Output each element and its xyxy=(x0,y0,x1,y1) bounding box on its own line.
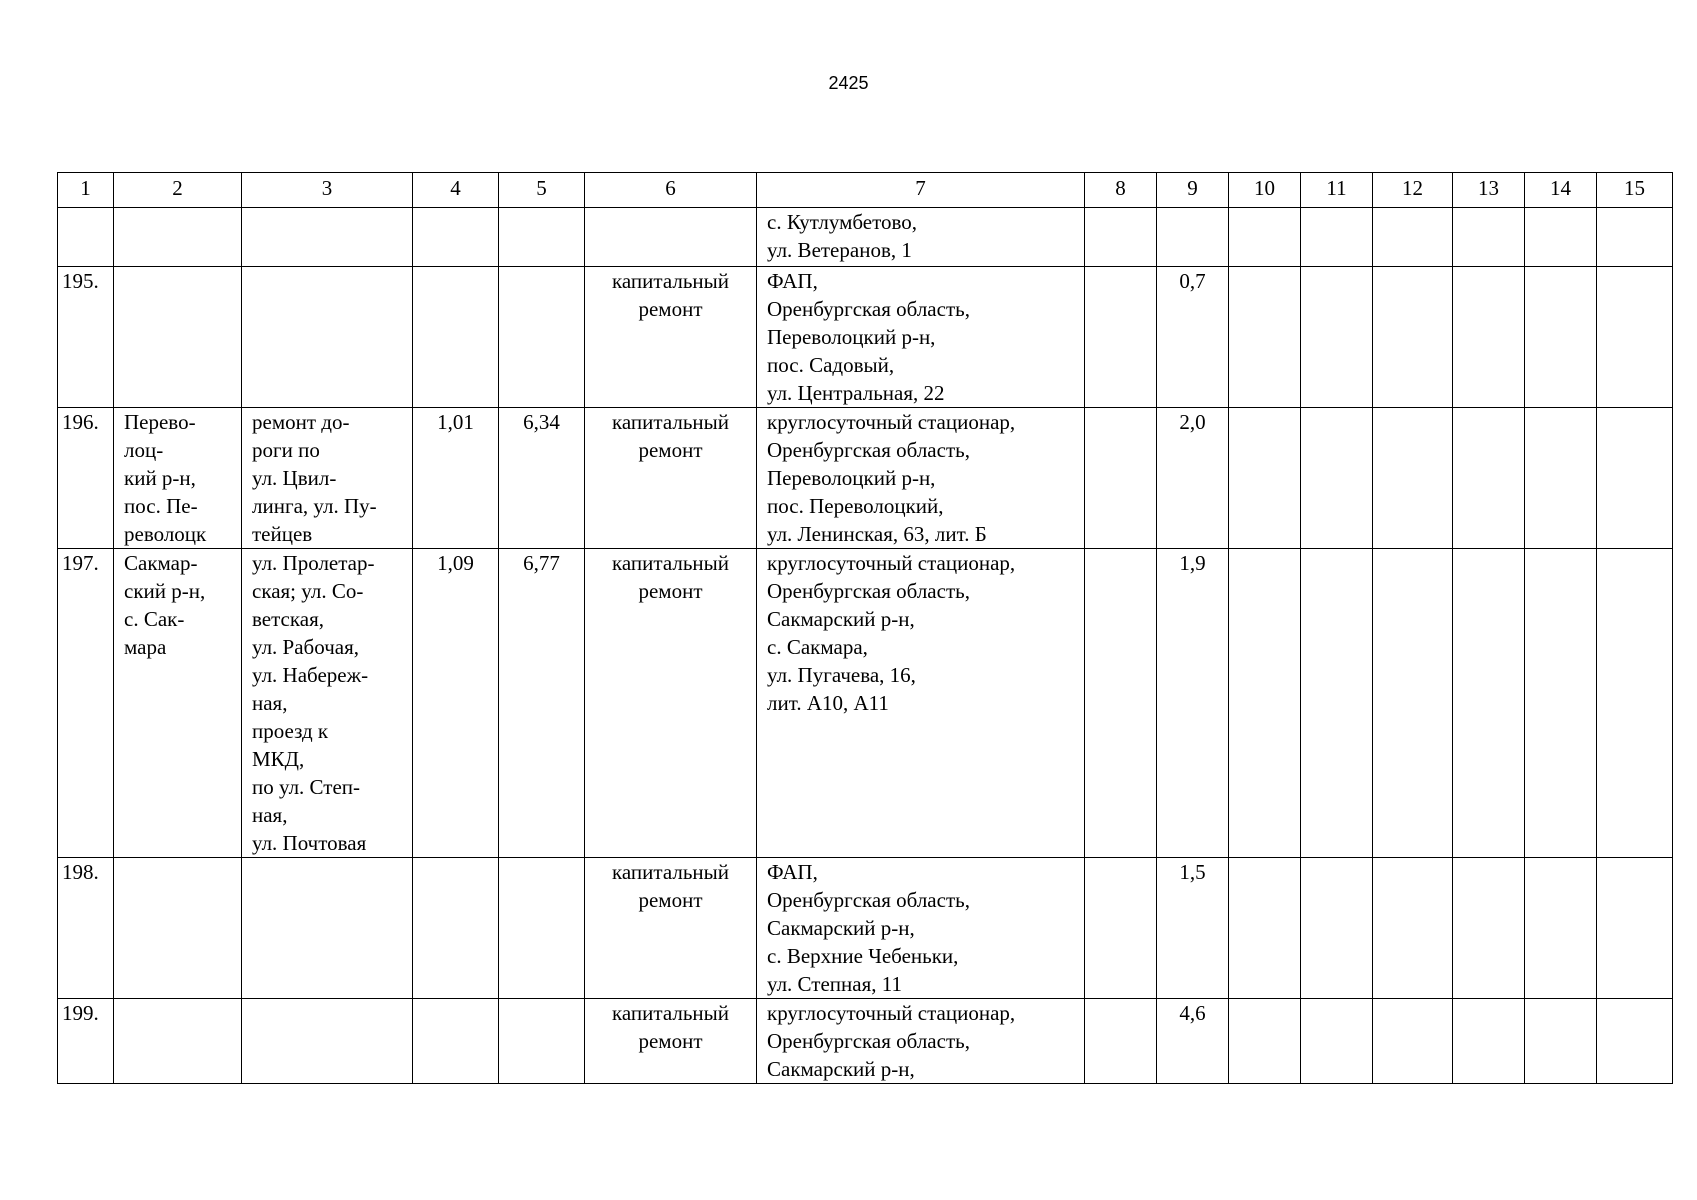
cell-col8 xyxy=(1085,267,1157,408)
cell-road: ремонт до- роги по ул. Цвил- линга, ул. Пу- тейцев xyxy=(242,408,413,549)
cell-col5 xyxy=(499,858,585,999)
column-header: 5 xyxy=(499,173,585,208)
cell-empty xyxy=(1597,549,1673,858)
cell-empty xyxy=(1453,999,1525,1084)
cell-road xyxy=(242,267,413,408)
cell-empty xyxy=(1301,999,1373,1084)
cell-empty xyxy=(1301,208,1373,267)
cell-col4: 1,01 xyxy=(413,408,499,549)
cell-work-type: капитальный ремонт xyxy=(585,408,757,549)
cell-col5 xyxy=(499,999,585,1084)
header-row xyxy=(58,173,1673,208)
column-header: 3 xyxy=(242,173,413,208)
cell-col8 xyxy=(1085,549,1157,858)
cell-col5: 6,77 xyxy=(499,549,585,858)
cell-empty xyxy=(1453,549,1525,858)
cell-district xyxy=(114,999,242,1084)
column-header: 2 xyxy=(114,173,242,208)
table-row xyxy=(58,267,1673,408)
cell-col5 xyxy=(499,267,585,408)
column-header: 12 xyxy=(1373,173,1453,208)
cell-empty xyxy=(1525,999,1597,1084)
cell-col9: 1,5 xyxy=(1157,858,1229,999)
cell-empty xyxy=(1229,858,1301,999)
cell-number: 199. xyxy=(58,999,114,1084)
cell-col8 xyxy=(1085,208,1157,267)
cell-empty xyxy=(1525,208,1597,267)
cell-district: Сакмар- ский р-н, с. Сак- мара xyxy=(114,549,242,858)
cell-road xyxy=(242,208,413,267)
cell-empty xyxy=(1453,858,1525,999)
column-header: 4 xyxy=(413,173,499,208)
cell-number: 196. xyxy=(58,408,114,549)
cell-empty xyxy=(1373,267,1453,408)
cell-empty xyxy=(1373,208,1453,267)
cell-empty xyxy=(1453,267,1525,408)
cell-empty xyxy=(1229,549,1301,858)
table-row xyxy=(58,858,1673,999)
cell-empty xyxy=(1525,408,1597,549)
cell-road xyxy=(242,858,413,999)
cell-empty xyxy=(1373,858,1453,999)
cell-work-type: капитальный ремонт xyxy=(585,858,757,999)
cell-facility: ФАП, Оренбургская область, Переволоцкий р-н, пос. Садовый, ул. Центральная, 22 xyxy=(757,267,1085,408)
cell-col4 xyxy=(413,208,499,267)
cell-facility: с. Кутлумбетово, ул. Ветеранов, 1 xyxy=(757,208,1085,267)
cell-col9: 2,0 xyxy=(1157,408,1229,549)
cell-col9 xyxy=(1157,208,1229,267)
cell-facility: круглосуточный стационар, Оренбургская область, Сакмарский р-н, с. Сакмара, ул. Пугачева, 16, лит. А10, А11 xyxy=(757,549,1085,858)
cell-empty xyxy=(1301,549,1373,858)
cell-empty xyxy=(1373,999,1453,1084)
cell-work-type xyxy=(585,208,757,267)
cell-empty xyxy=(1301,858,1373,999)
cell-col9: 1,9 xyxy=(1157,549,1229,858)
cell-empty xyxy=(1597,858,1673,999)
column-header: 10 xyxy=(1229,173,1301,208)
cell-facility: круглосуточный стационар, Оренбургская область, Переволоцкий р-н, пос. Переволоцкий, ул. Ленинская, 63, лит. Б xyxy=(757,408,1085,549)
column-header: 11 xyxy=(1301,173,1373,208)
table-row xyxy=(58,549,1673,858)
cell-district xyxy=(114,858,242,999)
column-header: 1 xyxy=(58,173,114,208)
cell-empty xyxy=(1301,408,1373,549)
cell-col4: 1,09 xyxy=(413,549,499,858)
cell-road xyxy=(242,999,413,1084)
cell-work-type: капитальный ремонт xyxy=(585,549,757,858)
cell-empty xyxy=(1525,858,1597,999)
cell-col8 xyxy=(1085,858,1157,999)
cell-empty xyxy=(1453,208,1525,267)
cell-district xyxy=(114,208,242,267)
cell-col8 xyxy=(1085,999,1157,1084)
cell-empty xyxy=(1229,208,1301,267)
cell-empty xyxy=(1229,267,1301,408)
cell-work-type: капитальный ремонт xyxy=(585,999,757,1084)
cell-facility: круглосуточный стационар, Оренбургская область, Сакмарский р-н, xyxy=(757,999,1085,1084)
cell-work-type: капитальный ремонт xyxy=(585,267,757,408)
cell-col4 xyxy=(413,858,499,999)
table-row xyxy=(58,408,1673,549)
table-row xyxy=(58,208,1673,267)
column-header: 15 xyxy=(1597,173,1673,208)
cell-empty xyxy=(1597,267,1673,408)
cell-col8 xyxy=(1085,408,1157,549)
column-header: 7 xyxy=(757,173,1085,208)
cell-empty xyxy=(1229,999,1301,1084)
cell-empty xyxy=(1301,267,1373,408)
cell-empty xyxy=(1597,208,1673,267)
cell-district xyxy=(114,267,242,408)
cell-empty xyxy=(1597,999,1673,1084)
cell-col9: 4,6 xyxy=(1157,999,1229,1084)
cell-empty xyxy=(1597,408,1673,549)
cell-road: ул. Пролетар- ская; ул. Со- ветская, ул. Рабочая, ул. Набереж- ная, проезд к МКД, по ул. Степ- ная, ул. Почтовая xyxy=(242,549,413,858)
cell-col5: 6,34 xyxy=(499,408,585,549)
cell-empty xyxy=(1373,549,1453,858)
column-header: 6 xyxy=(585,173,757,208)
cell-empty xyxy=(1373,408,1453,549)
column-header: 9 xyxy=(1157,173,1229,208)
cell-col9: 0,7 xyxy=(1157,267,1229,408)
cell-col5 xyxy=(499,208,585,267)
cell-empty xyxy=(1229,408,1301,549)
table-row xyxy=(58,999,1673,1084)
column-header: 14 xyxy=(1525,173,1597,208)
cell-district: Перево- лоц- кий р-н, пос. Пе- револоцк xyxy=(114,408,242,549)
cell-empty xyxy=(1453,408,1525,549)
cell-col4 xyxy=(413,267,499,408)
cell-empty xyxy=(1525,267,1597,408)
cell-number: 198. xyxy=(58,858,114,999)
column-header: 13 xyxy=(1453,173,1525,208)
cell-facility: ФАП, Оренбургская область, Сакмарский р-н, с. Верхние Чебеньки, ул. Степная, 11 xyxy=(757,858,1085,999)
page-number: 2425 xyxy=(828,73,869,93)
cell-number xyxy=(58,208,114,267)
cell-number: 197. xyxy=(58,549,114,858)
data-table xyxy=(57,172,1673,1084)
cell-number: 195. xyxy=(58,267,114,408)
cell-empty xyxy=(1525,549,1597,858)
column-header: 8 xyxy=(1085,173,1157,208)
cell-col4 xyxy=(413,999,499,1084)
